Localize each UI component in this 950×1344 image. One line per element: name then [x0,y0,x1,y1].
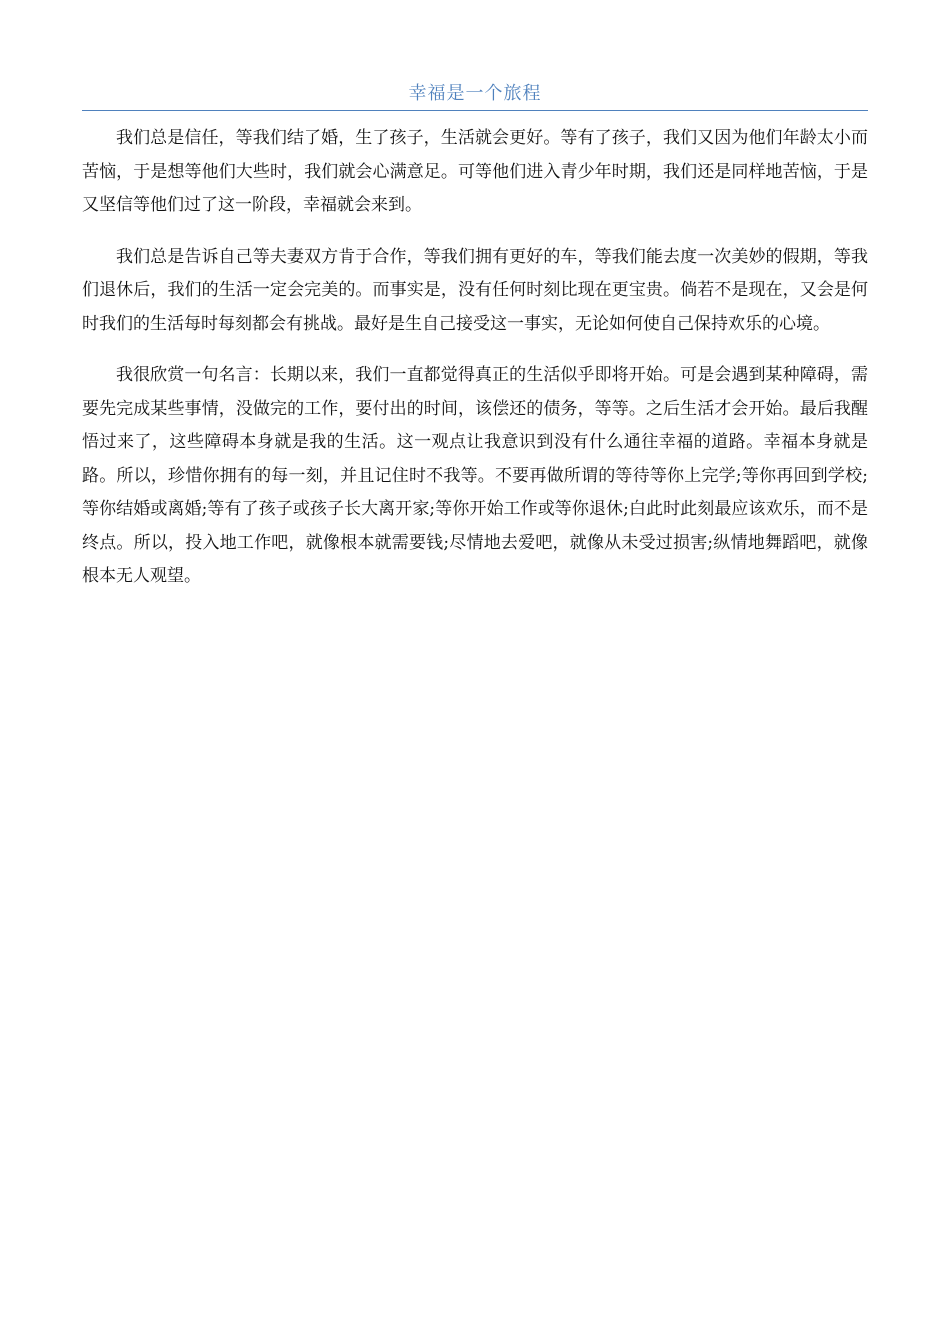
document-title: 幸福是一个旅程 [408,83,542,104]
paragraph-3: 我很欣赏一句名言：长期以来，我们一直都觉得真正的生活似乎即将开始。可是会遇到某种障碍，需要先完成某些事情，没做完的工作，要付出的时间，该偿还的债务，等等。之后生活才会开始。最后我醒悟过来了，这些障碍本身就是我的生活。这一观点让我意识到没有什么通往幸福的道路。幸福本身就是路。所以，珍惜你拥有的每一刻，并且记住时不我等。不要再做所谓的等待等你上完学;等你再回到学校;等你结婚或离婚;等有了孩子或孩子长大离开家;等你开始工作或等你退休;白此时此刻最应该欢乐，而不是终点。所以，投入地工作吧，就像根本就需要钱;尽情地去爱吧，就像从未受过损害;纵情地舞蹈吧，就像根本无人观望。 [82,365,868,586]
document-body [82,122,868,612]
page-header [82,80,868,111]
paragraph-2: 我们总是告诉自己等夫妻双方肯于合作，等我们拥有更好的车，等我们能去度一次美妙的假期，等我们退休后，我们的生活一定会完美的。而事实是，没有任何时刻比现在更宝贵。倘若不是现在，又会是何时我们的生活每时每刻都会有挑战。最好是生自己接受这一事实，无论如何使自己保持欢乐的心境。 [82,246,868,334]
paragraph-1: 我们总是信任，等我们结了婚，生了孩子，生活就会更好。等有了孩子，我们又因为他们年龄太小而苦恼，于是想等他们大些时，我们就会心满意足。可等他们进入青少年时期，我们还是同样地苦恼，于是又坚信等他们过了这一阶段，幸福就会来到。 [82,128,868,215]
